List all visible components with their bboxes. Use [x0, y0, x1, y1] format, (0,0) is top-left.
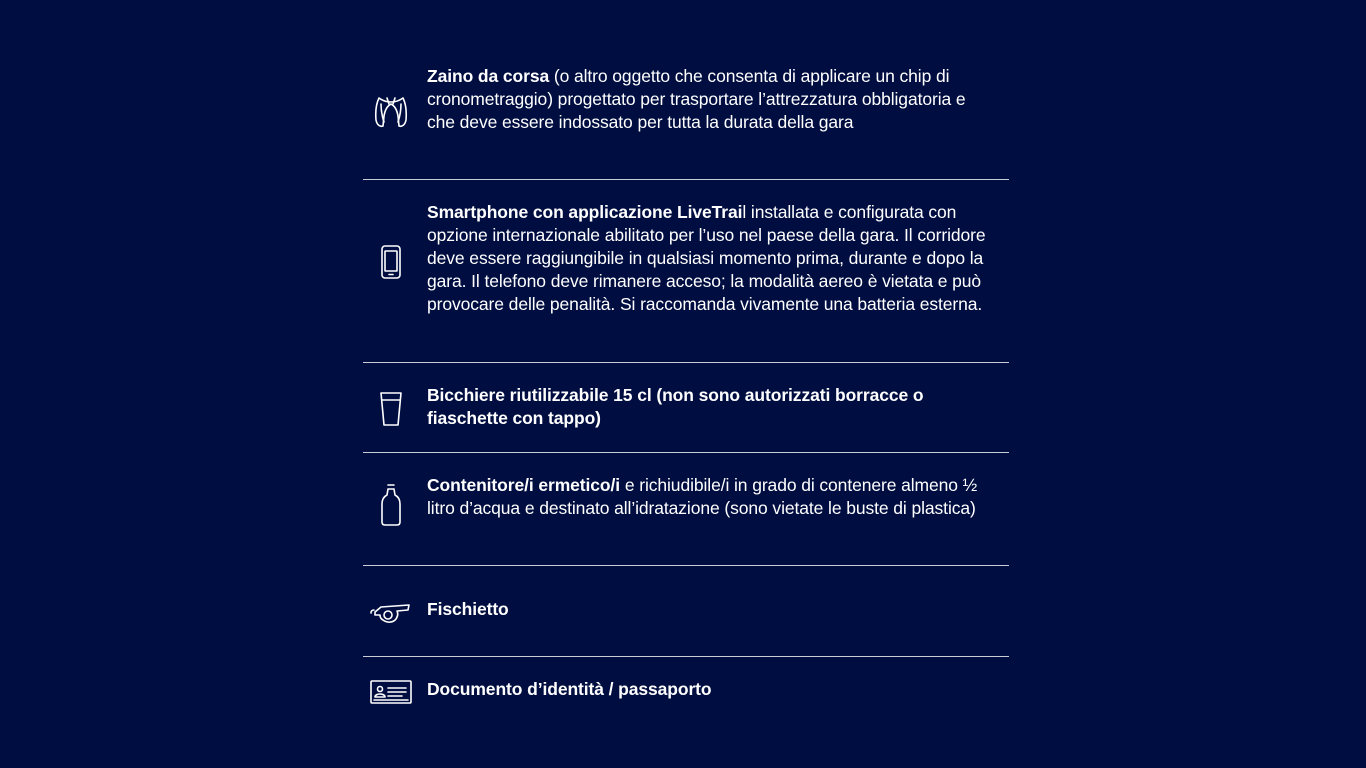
- item-text: [427, 678, 987, 701]
- item-body: (o altro oggetto che consenta di applicare un chip di cronometraggio) progettato per trasportare l’attrezzatura obbligatoria e che deve essere indossato per tutta la durata della gara: [427, 66, 966, 132]
- bottle-icon: [363, 482, 419, 528]
- item-body: e richiudibile/i in grado di contenere almeno ½ litro d’acqua e destinato all’idratazione (sono vietate le buste di plastica): [427, 475, 978, 518]
- whistle-icon: [363, 598, 419, 628]
- list-item: [363, 200, 1009, 345]
- divider: [363, 565, 1009, 566]
- item-text: [427, 474, 987, 520]
- item-text: [427, 384, 987, 430]
- backpack-icon: [363, 90, 419, 134]
- list-item: [363, 677, 1009, 707]
- item-text: [427, 598, 987, 621]
- divider: [363, 179, 1009, 180]
- list-item: [363, 64, 1009, 164]
- divider: [363, 362, 1009, 363]
- divider: [363, 656, 1009, 657]
- item-title: Fischietto: [427, 599, 509, 619]
- list-item: [363, 473, 1009, 553]
- list-item: [363, 383, 1009, 438]
- item-title: Contenitore/i ermetico/i: [427, 475, 621, 495]
- item-title: Smartphone con applicazione LiveTrai: [427, 202, 743, 222]
- id-card-icon: [363, 677, 419, 707]
- item-title: Documento d’identità / passaporto: [427, 679, 712, 699]
- item-text: [427, 201, 987, 316]
- item-body: l installata e configurata con opzione internazionale abilitato per l’uso nel paese della gara. Il corridore deve essere raggiungibile in qualsiasi momento prima, durante e dopo la gara. Il telefono deve rimanere acceso; la modalità aereo è vietata e può provocare delle penalità. Si raccomanda vivamente una batteria esterna.: [427, 202, 986, 314]
- item-title: Zaino da corsa: [427, 66, 550, 86]
- divider: [363, 452, 1009, 453]
- item-text: [427, 65, 987, 134]
- item-title: Bicchiere riutilizzabile 15 cl (non sono autorizzati borracce o fiaschette con tappo): [427, 385, 924, 428]
- smartphone-icon: [363, 242, 419, 282]
- cup-icon: [363, 389, 419, 429]
- list-item: [363, 597, 1009, 627]
